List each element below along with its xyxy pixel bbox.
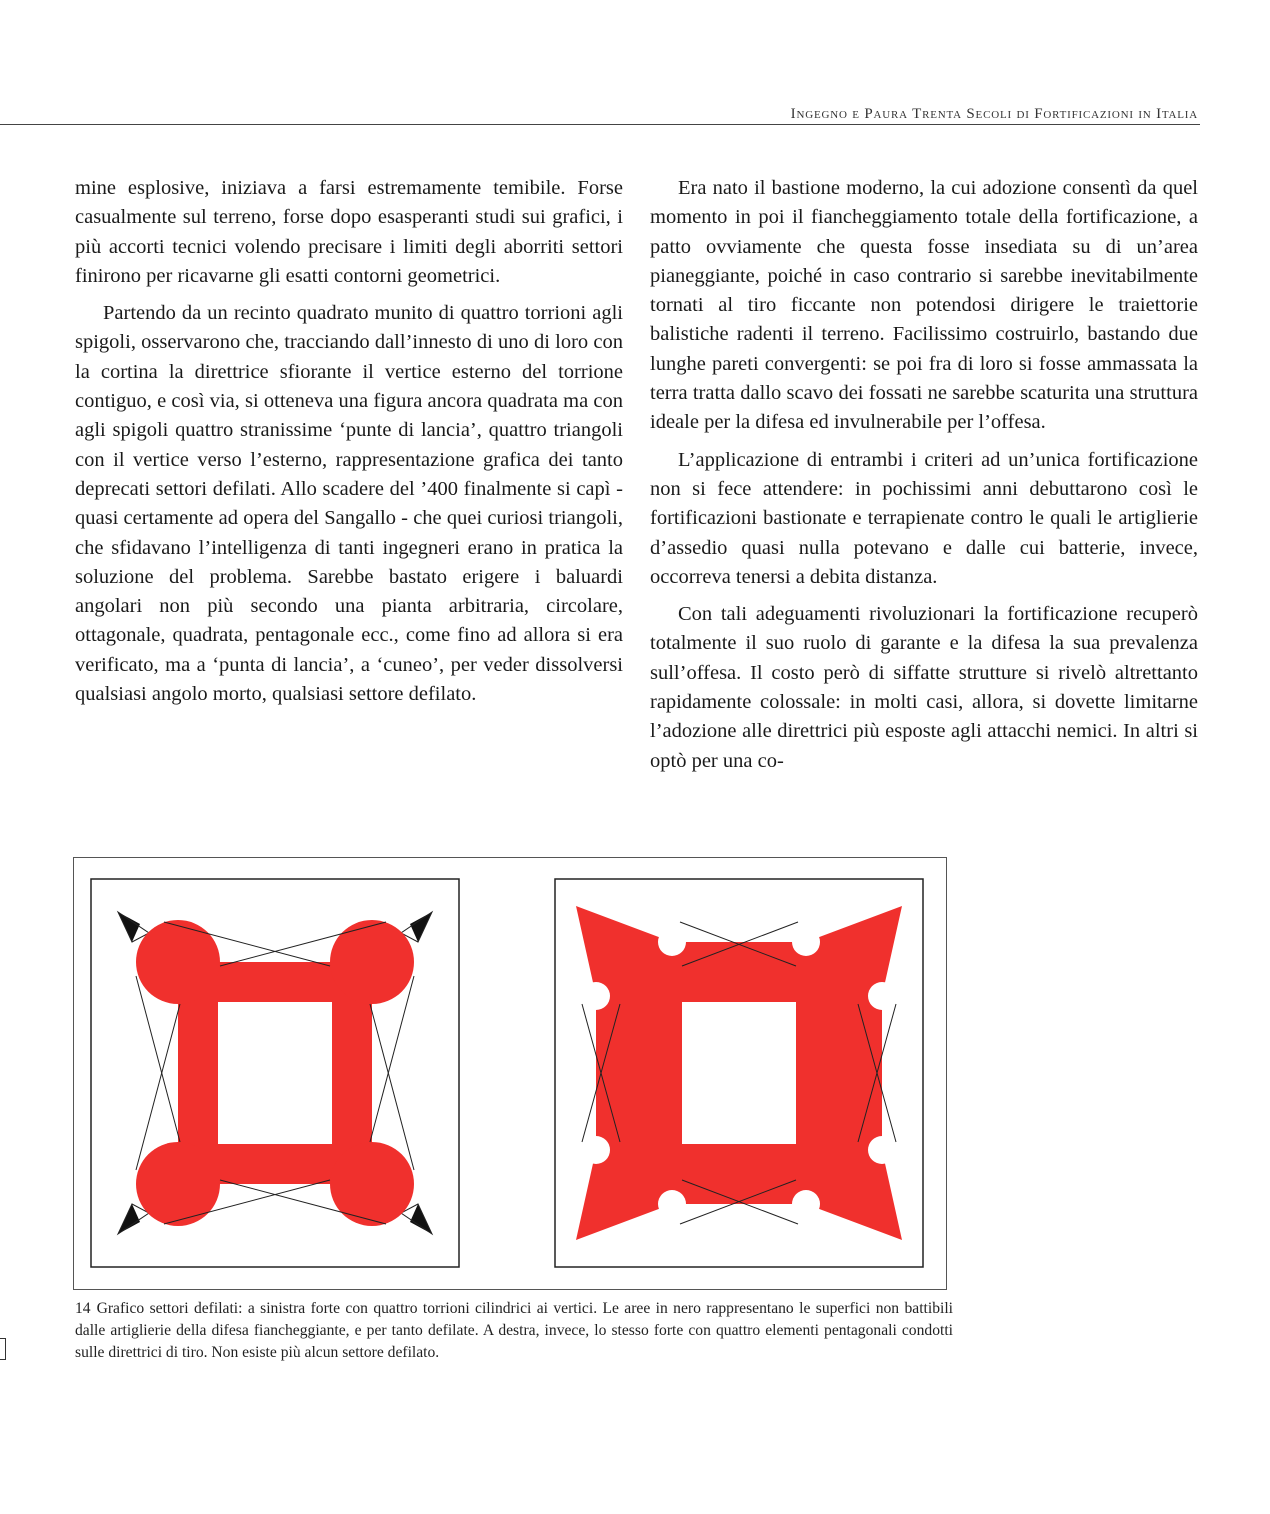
running-head: Ingegno e Paura Trenta Secoli di Fortificazioni in Italia bbox=[790, 106, 1198, 122]
paragraph: mine esplosive, iniziava a farsi estremamente temibile. Forse casualmente sul terreno, forse dopo esasperanti studi sui grafici, i più accorti tecnici volendo precisare i limiti degli aborriti settori finirono per ricavarne gli esatti contorni geometrici. bbox=[75, 177, 623, 287]
header-rule bbox=[0, 124, 1200, 125]
tower-bottom-right bbox=[330, 1142, 414, 1226]
paragraph: Era nato il bastione moderno, la cui adozione consentì da quel momento in poi il fiancheggiamento totale della fortificazione, a patto ovviamente che questa fosse insediata su di un’area pianeggiante, poiché in caso contrario si sarebbe inevitabilmente tornati al tiro ficcante non potendosi dirigere le traiettorie balistiche radenti il terreno. Facilissimo costruirlo, bastando due lunghe pareti convergenti: se poi fra di loro si fosse ammassata la terra tratta dallo scavo dei fossati ne sarebbe scaturita una struttura ideale per la difesa ed invulnerabile per l’offesa. bbox=[650, 177, 1198, 434]
caption-text: Grafico settori defilati: a sinistra forte con quattro torrioni cilindrici ai vertici. Le aree in nero rappresentano le superfici non battibili dalle artiglierie della difesa fiancheggiante, e per tanto defilate. A destra, invece, lo stesso forte con quattro elementi pentagonali condotti sulle direttrici di tiro. Non esiste più alcun settore defilato. bbox=[75, 1300, 953, 1361]
diagram-cylindrical-towers bbox=[90, 878, 460, 1268]
figure-14 bbox=[73, 857, 947, 1290]
paragraph: L’applicazione di entrambi i criteri ad un’unica fortificazione non si fece attendere: in pochissimi anni debuttarono così le fortificazioni bastionate e terrapienate contro le quali le artiglierie d’assedio quasi nulla potevano e dalle cui batterie, invece, occorreva tenersi a debita distanza. bbox=[650, 448, 1198, 588]
paragraph: Con tali adeguamenti rivoluzionari la fortificazione recuperò totalmente il suo ruolo di garante e la difesa la sua prevalenza sull’offesa. Il costo però di siffatte strutture si rivelò altrettanto rapidamente colossale: in molti casi, allora, si dovette limitarne l’adozione alle direttrici più esposte agli attacchi nemici. In altri si optò per una co- bbox=[650, 603, 1198, 772]
caption-number: 14 bbox=[75, 1300, 91, 1317]
left-text-column bbox=[75, 174, 623, 717]
tower-top-right bbox=[330, 920, 414, 1004]
tower-top-left bbox=[136, 920, 220, 1004]
right-text-column bbox=[650, 174, 1198, 784]
page-edge-mark bbox=[0, 1338, 6, 1360]
paragraph: Partendo da un recinto quadrato munito di quattro torrioni agli spigoli, osservarono che, tracciando dall’innesto di uno di loro con la cortina la direttrice sfiorante il vertice esterno del torrione contiguo, e così via, si otteneva una figura ancora quadrata ma con agli spigoli quattro stranissime ‘punte di lancia’, quattro triangoli con il vertice verso l’esterno, rappresentazione grafica dei tanto deprecati settori defilati. Allo scadere del ’400 finalmente si capì - quasi certamente ad opera del Sangallo - che quei curiosi triangoli, che sfidavano l’intelligenza di tanti ingegneri erano in pratica la soluzione del problema. Sarebbe bastato erigere i baluardi angolari non più secondo una pianta arbitraria, circolare, ottagonale, quadrata, pentagonale ecc., come fino ad allora si era verificato, ma a ‘punta di lancia’, a ‘cuneo’, per veder dissolversi qualsiasi angolo morto, qualsiasi settore defilato. bbox=[75, 302, 623, 706]
diagram-pentagonal-bastions bbox=[554, 878, 924, 1268]
figure-caption bbox=[75, 1298, 953, 1364]
tower-bottom-left bbox=[136, 1142, 220, 1226]
